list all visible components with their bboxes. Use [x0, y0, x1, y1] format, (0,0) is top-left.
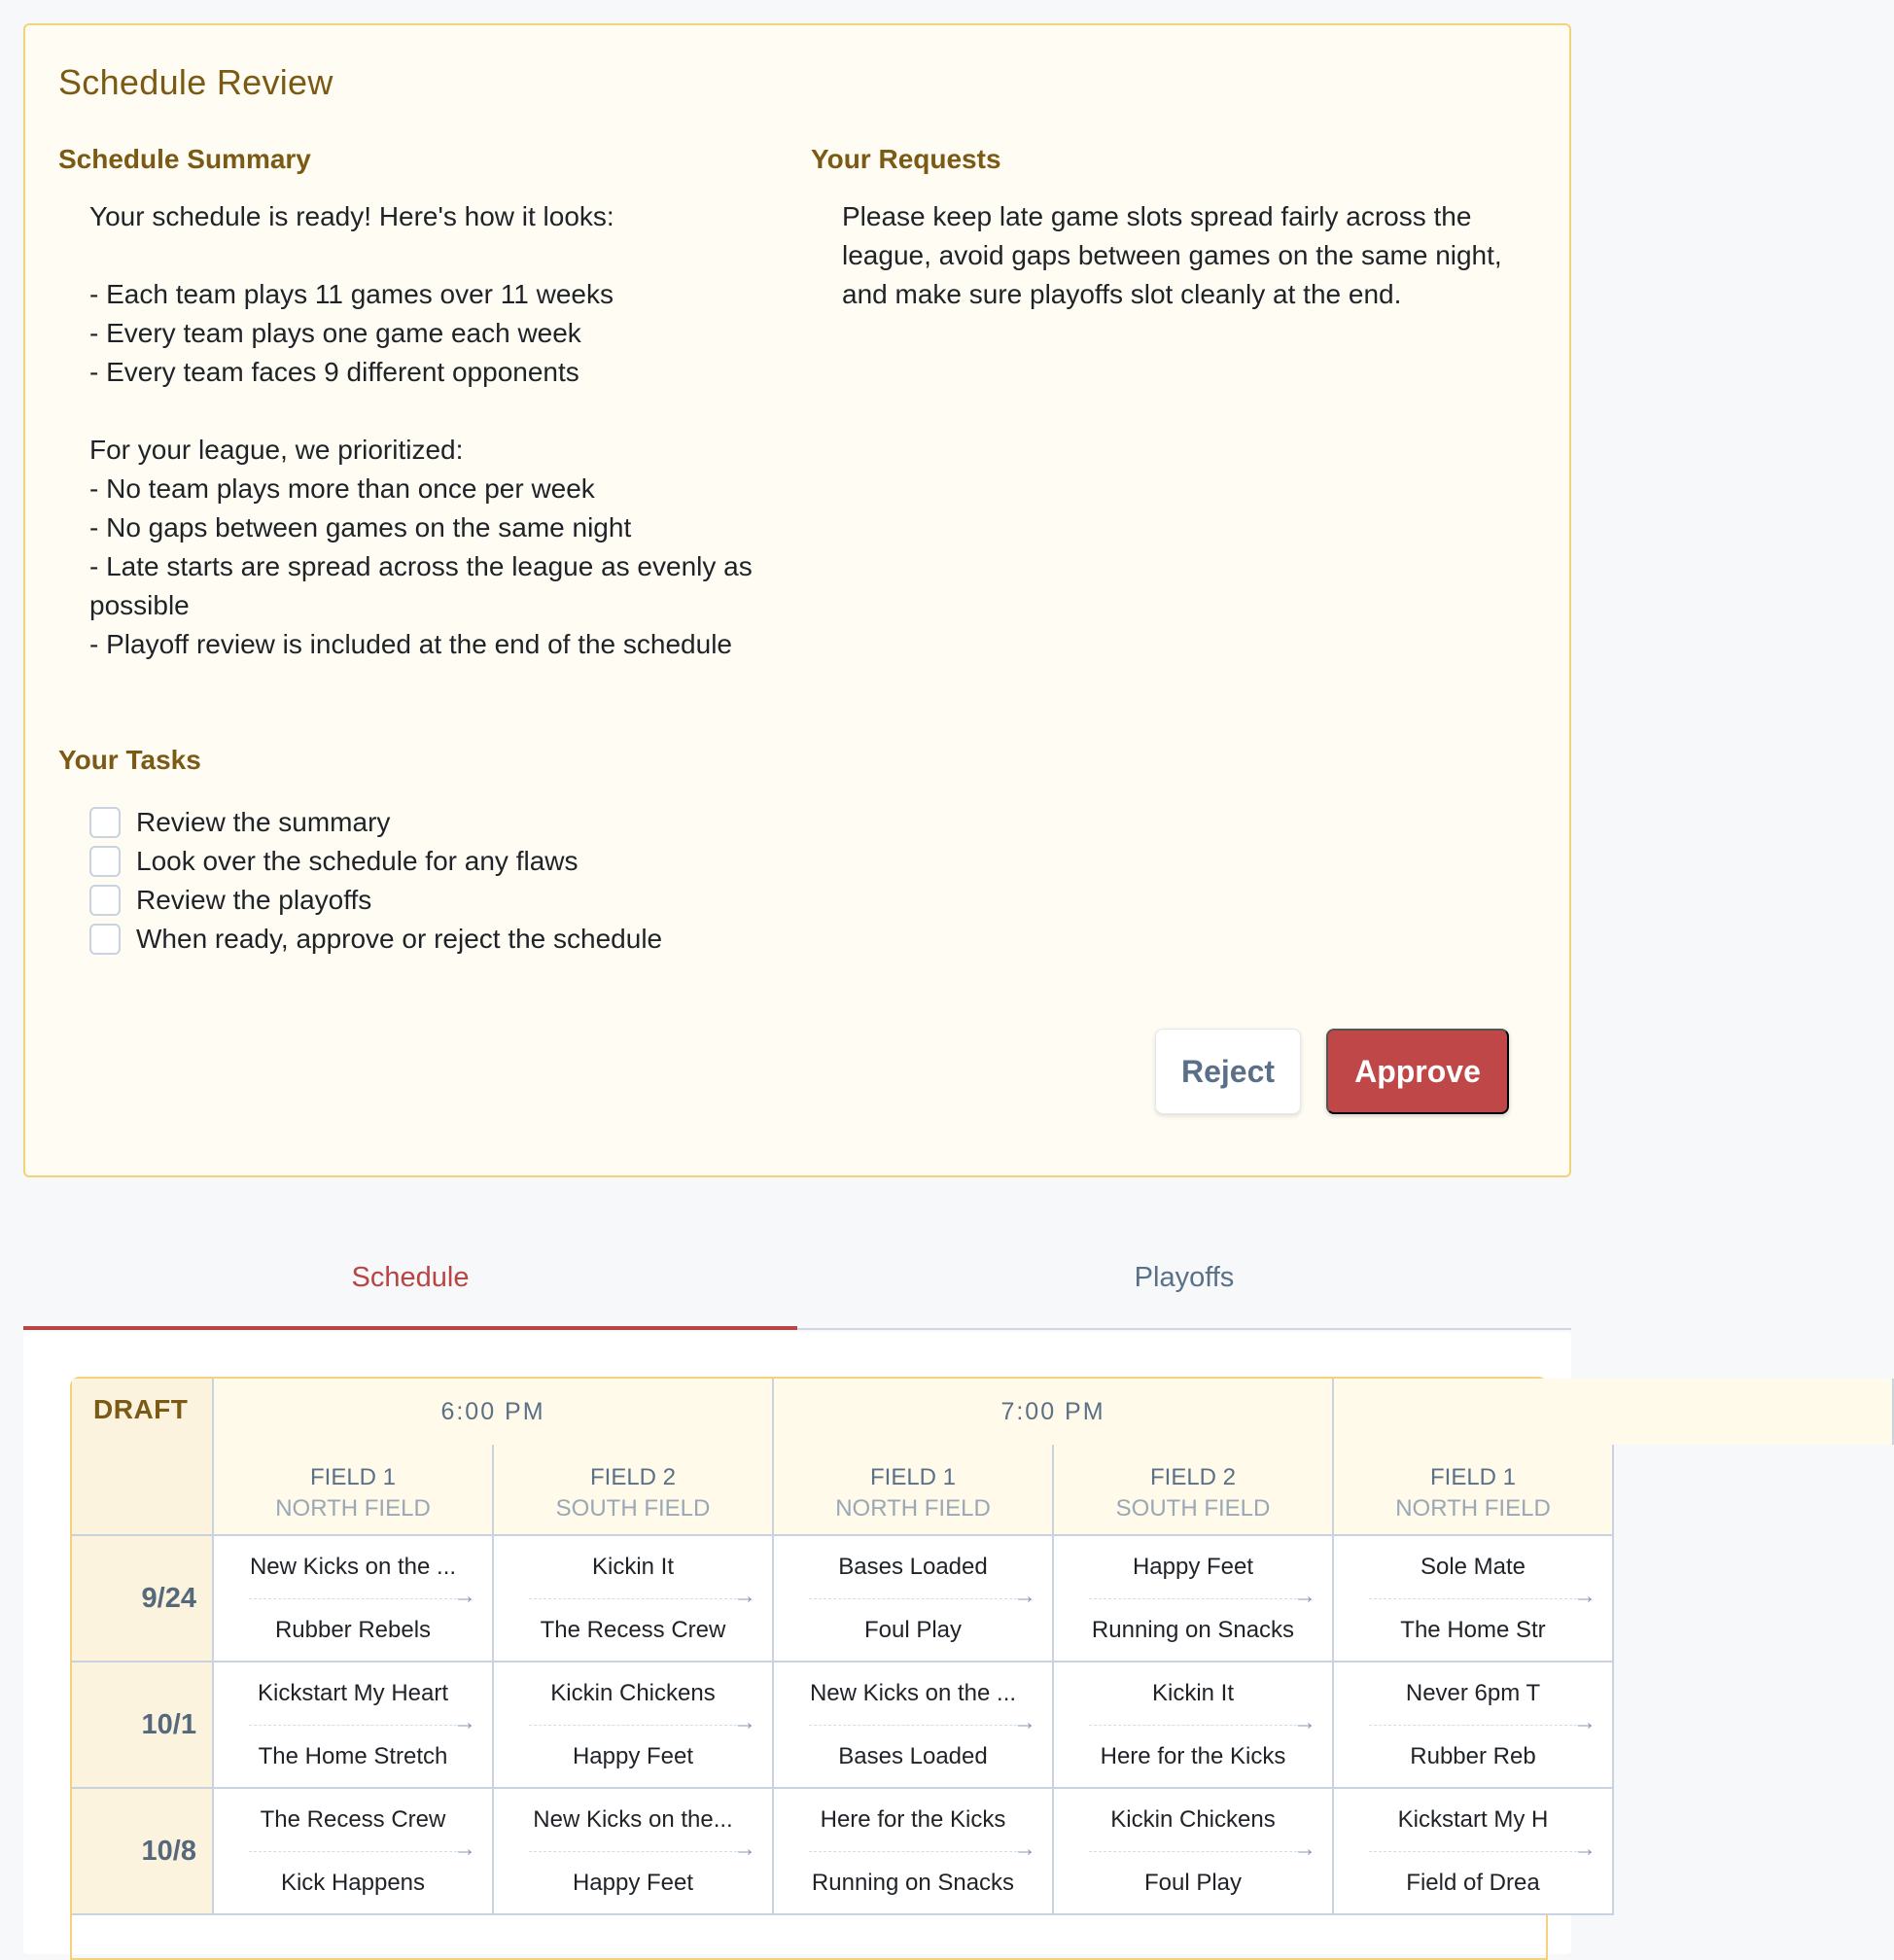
field-name: FIELD 2	[1149, 1464, 1237, 1490]
field-location: SOUTH FIELD	[1115, 1495, 1271, 1522]
view-tabs	[23, 1227, 1571, 1330]
home-team[interactable]: Happy Feet	[1132, 1554, 1254, 1580]
away-team[interactable]: Running on Snacks	[1091, 1617, 1295, 1643]
task-label: When ready, approve or reject the schedule	[136, 924, 663, 954]
away-team[interactable]: Running on Snacks	[811, 1870, 1015, 1896]
arrow-right-icon[interactable]: →	[453, 1836, 476, 1862]
game-cell[interactable]	[1334, 1536, 1614, 1662]
requests-text: Please keep late game slots spread fairly across the league, avoid gaps between games on the same night, and make sure playoffs slot cleanly at the end.	[842, 201, 1510, 309]
away-team[interactable]: The Home Stretch	[258, 1743, 448, 1769]
draft-label: DRAFT	[93, 1394, 189, 1424]
away-team[interactable]: Kick Happens	[280, 1870, 426, 1896]
matchup-divider	[249, 1598, 457, 1599]
home-team[interactable]: Sole Mate	[1420, 1554, 1526, 1580]
time-slot-header	[1334, 1379, 1894, 1445]
matchup-divider	[1369, 1725, 1577, 1726]
away-team[interactable]: Field of Drea	[1406, 1870, 1540, 1896]
home-team[interactable]: Bases Loaded	[838, 1554, 988, 1580]
game-cell[interactable]	[774, 1662, 1054, 1789]
time-slot-header: 7:00 PM	[774, 1379, 1334, 1445]
arrow-right-icon[interactable]: →	[733, 1583, 756, 1609]
task-item[interactable]	[89, 881, 662, 920]
arrow-right-icon[interactable]: →	[1293, 1709, 1316, 1735]
home-team[interactable]: New Kicks on the ...	[249, 1554, 457, 1580]
game-cell[interactable]	[494, 1662, 774, 1789]
field-location: NORTH FIELD	[1395, 1495, 1551, 1522]
field-name: FIELD 2	[589, 1464, 677, 1490]
task-checkbox[interactable]	[89, 924, 121, 955]
away-team[interactable]: Bases Loaded	[838, 1743, 988, 1769]
away-team[interactable]: The Home Str	[1400, 1617, 1546, 1643]
field-name: FIELD 1	[309, 1464, 397, 1490]
matchup-divider	[529, 1598, 737, 1599]
arrow-right-icon[interactable]: →	[1013, 1709, 1036, 1735]
game-cell[interactable]	[1334, 1662, 1614, 1789]
field-location: NORTH FIELD	[275, 1495, 431, 1522]
matchup-divider	[1369, 1851, 1577, 1852]
away-team[interactable]: Happy Feet	[572, 1743, 694, 1769]
approve-button[interactable]: Approve	[1326, 1029, 1509, 1114]
task-item[interactable]	[89, 920, 662, 959]
game-cell[interactable]	[774, 1536, 1054, 1662]
task-item[interactable]	[89, 803, 662, 842]
date-label: 9/24	[72, 1536, 214, 1662]
field-header	[494, 1445, 774, 1536]
away-team[interactable]: Rubber Reb	[1410, 1743, 1536, 1769]
arrow-right-icon[interactable]: →	[1293, 1836, 1316, 1862]
game-cell[interactable]	[1334, 1789, 1614, 1915]
game-cell[interactable]	[214, 1662, 494, 1789]
field-location: NORTH FIELD	[835, 1495, 991, 1522]
arrow-right-icon[interactable]: →	[1293, 1583, 1316, 1609]
away-team[interactable]: The Recess Crew	[540, 1617, 726, 1643]
game-cell[interactable]	[1054, 1789, 1334, 1915]
task-label: Look over the schedule for any flaws	[136, 846, 579, 876]
arrow-right-icon[interactable]: →	[453, 1583, 476, 1609]
home-team[interactable]: Here for the Kicks	[820, 1806, 1006, 1833]
matchup-divider	[249, 1851, 457, 1852]
away-team[interactable]: Happy Feet	[572, 1870, 694, 1896]
away-team[interactable]: Here for the Kicks	[1100, 1743, 1286, 1769]
matchup-divider	[809, 1851, 1017, 1852]
matchup-divider	[1089, 1851, 1297, 1852]
away-team[interactable]: Rubber Rebels	[274, 1617, 432, 1643]
matchup-divider	[1089, 1598, 1297, 1599]
task-label: Review the playoffs	[136, 885, 372, 915]
home-team[interactable]: Kickin It	[591, 1554, 675, 1580]
schedule-panel	[23, 1332, 1596, 1954]
game-cell[interactable]	[214, 1789, 494, 1915]
game-cell[interactable]	[494, 1789, 774, 1915]
home-team[interactable]: Kickstart My H	[1397, 1806, 1549, 1833]
tasks-heading: Your Tasks	[58, 745, 201, 775]
home-team[interactable]: Kickstart My Heart	[257, 1680, 449, 1706]
task-label: Review the summary	[136, 807, 391, 837]
task-checkbox[interactable]	[89, 807, 121, 838]
schedule-review-card	[23, 23, 1571, 1177]
requests-heading: Your Requests	[811, 144, 1001, 174]
field-header	[1334, 1445, 1614, 1536]
home-team[interactable]: Kickin Chickens	[550, 1680, 716, 1706]
arrow-right-icon[interactable]: →	[453, 1709, 476, 1735]
field-header	[774, 1445, 1054, 1536]
summary-heading: Schedule Summary	[58, 144, 311, 174]
arrow-right-icon[interactable]: →	[1013, 1836, 1036, 1862]
field-name: FIELD 1	[869, 1464, 957, 1490]
draft-corner	[72, 1379, 214, 1536]
field-location: SOUTH FIELD	[555, 1495, 711, 1522]
arrow-right-icon[interactable]: →	[1573, 1836, 1596, 1862]
matchup-divider	[529, 1725, 737, 1726]
schedule-grid[interactable]	[70, 1377, 1596, 1960]
home-team[interactable]: Kickin It	[1151, 1680, 1235, 1706]
field-name: FIELD 1	[1429, 1464, 1517, 1490]
away-team[interactable]: Foul Play	[1143, 1870, 1243, 1896]
home-team[interactable]: New Kicks on the ...	[809, 1680, 1017, 1706]
reject-button[interactable]: Reject	[1155, 1029, 1301, 1114]
matchup-divider	[529, 1851, 737, 1852]
date-label: 10/1	[72, 1662, 214, 1789]
arrow-right-icon[interactable]: →	[1013, 1583, 1036, 1609]
arrow-right-icon[interactable]: →	[1573, 1709, 1596, 1735]
summary-text: Your schedule is ready! Here's how it looks: - Each team plays 11 games over 11 weeks - Every team plays one game each week - Every team faces 9 different opponents For your league, we prioritized: - No team plays more than once per week - No gaps between games on the same night - Late starts are spread across the league as evenly as possible - Playoff review is included at the end of the schedule	[89, 201, 753, 659]
task-checkbox[interactable]	[89, 846, 121, 877]
field-header	[214, 1445, 494, 1536]
field-header	[1054, 1445, 1334, 1536]
game-cell[interactable]	[494, 1536, 774, 1662]
tab-playoffs[interactable]: Playoffs	[1134, 1261, 1235, 1293]
game-cell[interactable]	[1054, 1536, 1334, 1662]
matchup-divider	[1369, 1598, 1577, 1599]
game-cell[interactable]	[214, 1536, 494, 1662]
matchup-divider	[809, 1725, 1017, 1726]
date-label: 10/8	[72, 1789, 214, 1915]
matchup-divider	[1089, 1725, 1297, 1726]
time-slot-header: 6:00 PM	[214, 1379, 774, 1445]
task-list	[89, 803, 662, 959]
game-cell[interactable]	[1054, 1662, 1334, 1789]
matchup-divider	[249, 1725, 457, 1726]
home-team[interactable]: Never 6pm T	[1405, 1680, 1541, 1706]
arrow-right-icon[interactable]: →	[1573, 1583, 1596, 1609]
arrow-right-icon[interactable]: →	[733, 1709, 756, 1735]
home-team[interactable]: The Recess Crew	[260, 1806, 446, 1833]
away-team[interactable]: Foul Play	[863, 1617, 963, 1643]
task-item[interactable]	[89, 842, 662, 881]
tab-schedule[interactable]: Schedule	[23, 1227, 797, 1328]
game-cell[interactable]	[774, 1789, 1054, 1915]
home-team[interactable]: New Kicks on the...	[533, 1806, 733, 1833]
arrow-right-icon[interactable]: →	[733, 1836, 756, 1862]
task-checkbox[interactable]	[89, 885, 121, 916]
home-team[interactable]: Kickin Chickens	[1110, 1806, 1276, 1833]
review-title: Schedule Review	[58, 62, 333, 102]
matchup-divider	[809, 1598, 1017, 1599]
